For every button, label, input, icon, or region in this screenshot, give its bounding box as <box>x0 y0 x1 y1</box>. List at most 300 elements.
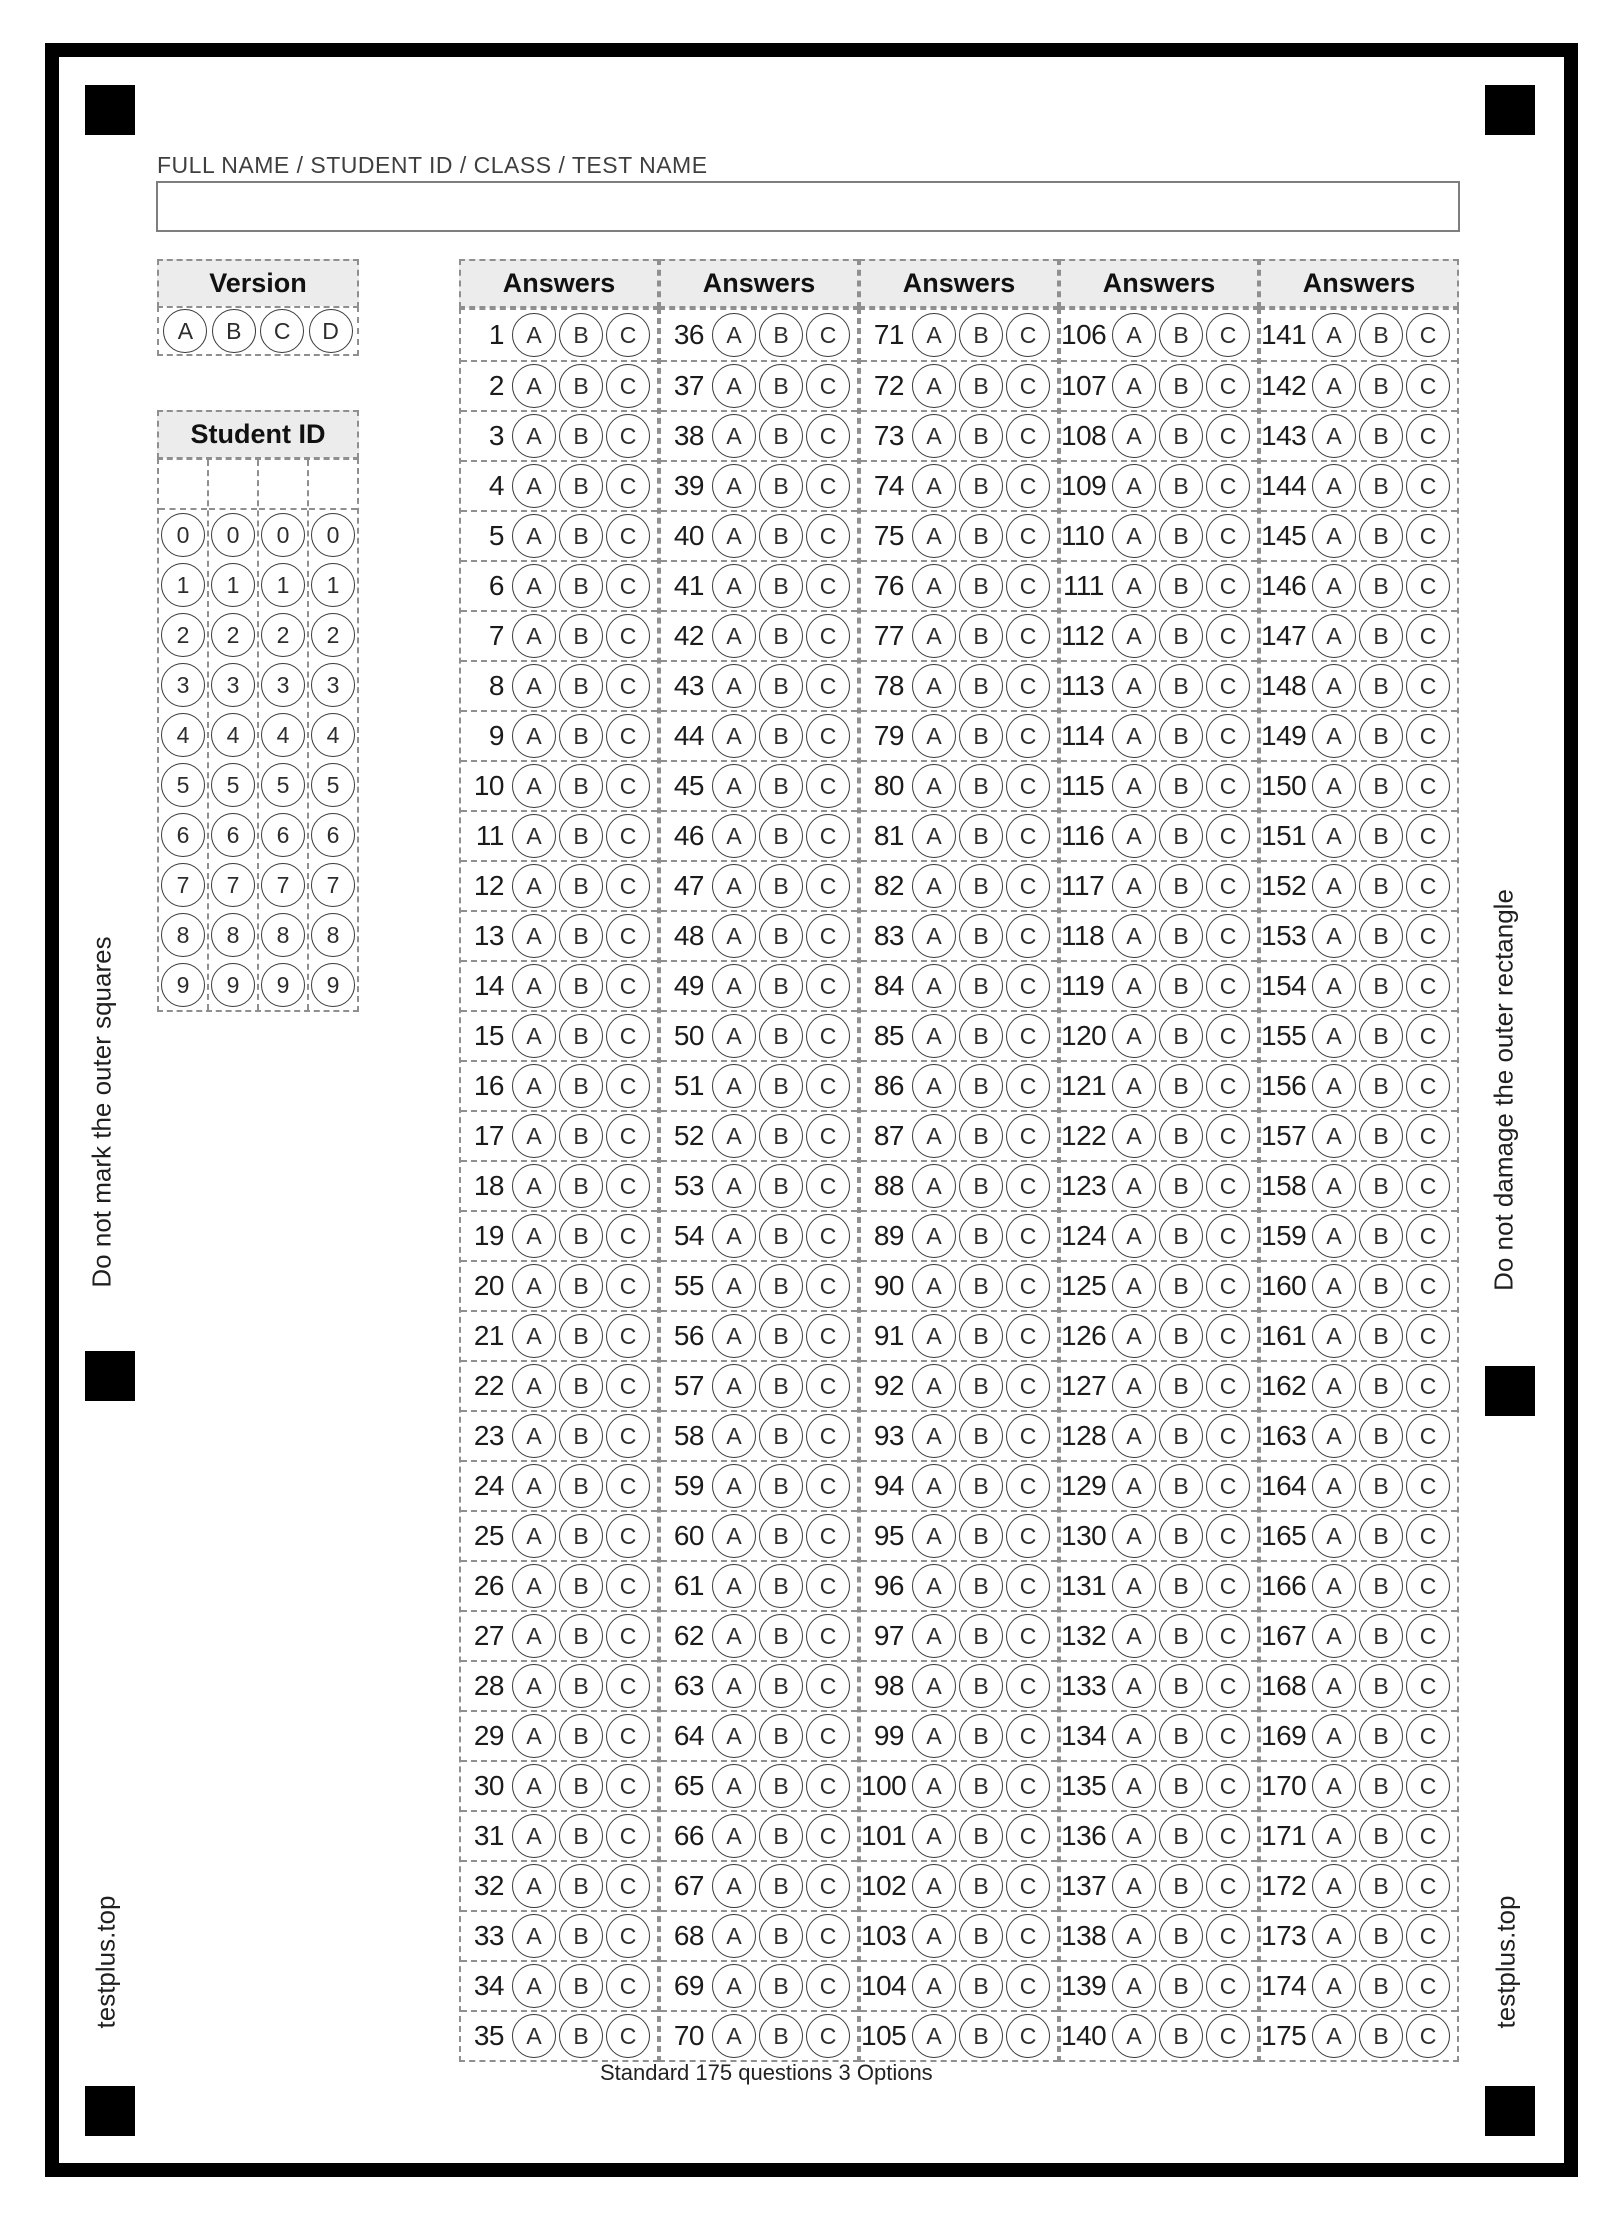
answer-bubble-159-B[interactable]: B <box>1359 1214 1403 1258</box>
answer-bubble-25-C[interactable]: C <box>606 1514 650 1558</box>
answer-bubble-38-A[interactable]: A <box>712 414 756 458</box>
answer-bubble-118-C[interactable]: C <box>1206 914 1250 958</box>
answer-bubble-166-C[interactable]: C <box>1406 1564 1450 1608</box>
answer-bubble-8-A[interactable]: A <box>512 664 556 708</box>
answer-bubble-123-A[interactable]: A <box>1112 1164 1156 1208</box>
answer-bubble-9-C[interactable]: C <box>606 714 650 758</box>
answer-bubble-101-B[interactable]: B <box>959 1814 1003 1858</box>
answer-bubble-14-C[interactable]: C <box>606 964 650 1008</box>
answer-bubble-171-A[interactable]: A <box>1312 1814 1356 1858</box>
student-id-bubble-col2-2[interactable]: 2 <box>211 613 255 657</box>
answer-bubble-70-B[interactable]: B <box>759 2014 803 2058</box>
answer-bubble-2-C[interactable]: C <box>606 364 650 408</box>
answer-bubble-24-A[interactable]: A <box>512 1464 556 1508</box>
student-id-bubble-col1-2[interactable]: 2 <box>161 613 205 657</box>
answer-bubble-63-C[interactable]: C <box>806 1664 850 1708</box>
answer-bubble-163-C[interactable]: C <box>1406 1414 1450 1458</box>
answer-bubble-152-A[interactable]: A <box>1312 864 1356 908</box>
answer-bubble-101-A[interactable]: A <box>912 1814 956 1858</box>
answer-bubble-174-C[interactable]: C <box>1406 1964 1450 2008</box>
student-id-bubble-col2-4[interactable]: 4 <box>211 713 255 757</box>
answer-bubble-140-A[interactable]: A <box>1112 2014 1156 2058</box>
answer-bubble-41-B[interactable]: B <box>759 564 803 608</box>
student-id-write-cell-3[interactable] <box>259 460 307 510</box>
answer-bubble-21-B[interactable]: B <box>559 1314 603 1358</box>
answer-bubble-168-C[interactable]: C <box>1406 1664 1450 1708</box>
student-id-bubble-col4-6[interactable]: 6 <box>311 813 355 857</box>
answer-bubble-147-B[interactable]: B <box>1359 614 1403 658</box>
answer-bubble-5-B[interactable]: B <box>559 514 603 558</box>
answer-bubble-97-C[interactable]: C <box>1006 1614 1050 1658</box>
answer-bubble-16-A[interactable]: A <box>512 1064 556 1108</box>
answer-bubble-138-A[interactable]: A <box>1112 1914 1156 1958</box>
answer-bubble-91-B[interactable]: B <box>959 1314 1003 1358</box>
answer-bubble-70-C[interactable]: C <box>806 2014 850 2058</box>
answer-bubble-133-C[interactable]: C <box>1206 1664 1250 1708</box>
answer-bubble-12-A[interactable]: A <box>512 864 556 908</box>
answer-bubble-54-A[interactable]: A <box>712 1214 756 1258</box>
answer-bubble-61-C[interactable]: C <box>806 1564 850 1608</box>
answer-bubble-127-A[interactable]: A <box>1112 1364 1156 1408</box>
answer-bubble-172-A[interactable]: A <box>1312 1864 1356 1908</box>
answer-bubble-138-B[interactable]: B <box>1159 1914 1203 1958</box>
answer-bubble-105-A[interactable]: A <box>912 2014 956 2058</box>
answer-bubble-142-C[interactable]: C <box>1406 364 1450 408</box>
answer-bubble-139-C[interactable]: C <box>1206 1964 1250 2008</box>
answer-bubble-134-B[interactable]: B <box>1159 1714 1203 1758</box>
answer-bubble-6-A[interactable]: A <box>512 564 556 608</box>
answer-bubble-173-C[interactable]: C <box>1406 1914 1450 1958</box>
answer-bubble-143-A[interactable]: A <box>1312 414 1356 458</box>
answer-bubble-55-A[interactable]: A <box>712 1264 756 1308</box>
answer-bubble-121-B[interactable]: B <box>1159 1064 1203 1108</box>
answer-bubble-137-B[interactable]: B <box>1159 1864 1203 1908</box>
answer-bubble-68-A[interactable]: A <box>712 1914 756 1958</box>
answer-bubble-37-B[interactable]: B <box>759 364 803 408</box>
answer-bubble-143-B[interactable]: B <box>1359 414 1403 458</box>
answer-bubble-113-A[interactable]: A <box>1112 664 1156 708</box>
answer-bubble-78-C[interactable]: C <box>1006 664 1050 708</box>
answer-bubble-153-C[interactable]: C <box>1406 914 1450 958</box>
answer-bubble-103-A[interactable]: A <box>912 1914 956 1958</box>
answer-bubble-29-C[interactable]: C <box>606 1714 650 1758</box>
answer-bubble-23-C[interactable]: C <box>606 1414 650 1458</box>
answer-bubble-49-A[interactable]: A <box>712 964 756 1008</box>
answer-bubble-101-C[interactable]: C <box>1006 1814 1050 1858</box>
answer-bubble-157-B[interactable]: B <box>1359 1114 1403 1158</box>
answer-bubble-154-A[interactable]: A <box>1312 964 1356 1008</box>
answer-bubble-51-A[interactable]: A <box>712 1064 756 1108</box>
answer-bubble-116-A[interactable]: A <box>1112 814 1156 858</box>
answer-bubble-114-A[interactable]: A <box>1112 714 1156 758</box>
answer-bubble-83-B[interactable]: B <box>959 914 1003 958</box>
answer-bubble-35-A[interactable]: A <box>512 2014 556 2058</box>
answer-bubble-175-C[interactable]: C <box>1406 2014 1450 2058</box>
student-id-bubble-col3-6[interactable]: 6 <box>261 813 305 857</box>
answer-bubble-45-B[interactable]: B <box>759 764 803 808</box>
answer-bubble-132-A[interactable]: A <box>1112 1614 1156 1658</box>
answer-bubble-148-B[interactable]: B <box>1359 664 1403 708</box>
answer-bubble-149-C[interactable]: C <box>1406 714 1450 758</box>
answer-bubble-83-C[interactable]: C <box>1006 914 1050 958</box>
answer-bubble-159-A[interactable]: A <box>1312 1214 1356 1258</box>
answer-bubble-143-C[interactable]: C <box>1406 414 1450 458</box>
answer-bubble-102-B[interactable]: B <box>959 1864 1003 1908</box>
answer-bubble-16-B[interactable]: B <box>559 1064 603 1108</box>
answer-bubble-47-B[interactable]: B <box>759 864 803 908</box>
answer-bubble-91-A[interactable]: A <box>912 1314 956 1358</box>
version-bubble-A[interactable]: A <box>163 309 207 353</box>
answer-bubble-109-C[interactable]: C <box>1206 464 1250 508</box>
answer-bubble-148-C[interactable]: C <box>1406 664 1450 708</box>
answer-bubble-33-C[interactable]: C <box>606 1914 650 1958</box>
answer-bubble-152-B[interactable]: B <box>1359 864 1403 908</box>
student-id-bubble-col2-7[interactable]: 7 <box>211 863 255 907</box>
answer-bubble-28-A[interactable]: A <box>512 1664 556 1708</box>
answer-bubble-8-B[interactable]: B <box>559 664 603 708</box>
answer-bubble-2-B[interactable]: B <box>559 364 603 408</box>
student-id-bubble-col1-1[interactable]: 1 <box>161 563 205 607</box>
answer-bubble-123-B[interactable]: B <box>1159 1164 1203 1208</box>
answer-bubble-41-C[interactable]: C <box>806 564 850 608</box>
answer-bubble-62-B[interactable]: B <box>759 1614 803 1658</box>
answer-bubble-126-A[interactable]: A <box>1112 1314 1156 1358</box>
answer-bubble-55-B[interactable]: B <box>759 1264 803 1308</box>
answer-bubble-141-B[interactable]: B <box>1359 313 1403 357</box>
answer-bubble-9-A[interactable]: A <box>512 714 556 758</box>
answer-bubble-87-C[interactable]: C <box>1006 1114 1050 1158</box>
answer-bubble-14-B[interactable]: B <box>559 964 603 1008</box>
answer-bubble-161-C[interactable]: C <box>1406 1314 1450 1358</box>
answer-bubble-29-A[interactable]: A <box>512 1714 556 1758</box>
answer-bubble-144-B[interactable]: B <box>1359 464 1403 508</box>
answer-bubble-87-A[interactable]: A <box>912 1114 956 1158</box>
student-id-bubble-col2-1[interactable]: 1 <box>211 563 255 607</box>
answer-bubble-7-B[interactable]: B <box>559 614 603 658</box>
answer-bubble-99-C[interactable]: C <box>1006 1714 1050 1758</box>
answer-bubble-40-C[interactable]: C <box>806 514 850 558</box>
answer-bubble-115-B[interactable]: B <box>1159 764 1203 808</box>
answer-bubble-29-B[interactable]: B <box>559 1714 603 1758</box>
student-id-write-cell-2[interactable] <box>209 460 257 510</box>
answer-bubble-115-C[interactable]: C <box>1206 764 1250 808</box>
answer-bubble-83-A[interactable]: A <box>912 914 956 958</box>
answer-bubble-138-C[interactable]: C <box>1206 1914 1250 1958</box>
answer-bubble-80-C[interactable]: C <box>1006 764 1050 808</box>
answer-bubble-129-A[interactable]: A <box>1112 1464 1156 1508</box>
answer-bubble-13-A[interactable]: A <box>512 914 556 958</box>
answer-bubble-52-A[interactable]: A <box>712 1114 756 1158</box>
answer-bubble-37-C[interactable]: C <box>806 364 850 408</box>
answer-bubble-125-C[interactable]: C <box>1206 1264 1250 1308</box>
answer-bubble-82-C[interactable]: C <box>1006 864 1050 908</box>
answer-bubble-130-B[interactable]: B <box>1159 1514 1203 1558</box>
answer-bubble-146-A[interactable]: A <box>1312 564 1356 608</box>
answer-bubble-22-A[interactable]: A <box>512 1364 556 1408</box>
student-id-bubble-col1-7[interactable]: 7 <box>161 863 205 907</box>
student-id-bubble-col4-3[interactable]: 3 <box>311 663 355 707</box>
answer-bubble-118-B[interactable]: B <box>1159 914 1203 958</box>
answer-bubble-1-C[interactable]: C <box>606 313 650 357</box>
answer-bubble-97-B[interactable]: B <box>959 1614 1003 1658</box>
answer-bubble-150-C[interactable]: C <box>1406 764 1450 808</box>
answer-bubble-113-C[interactable]: C <box>1206 664 1250 708</box>
answer-bubble-58-B[interactable]: B <box>759 1414 803 1458</box>
answer-bubble-21-A[interactable]: A <box>512 1314 556 1358</box>
student-id-bubble-col4-8[interactable]: 8 <box>311 913 355 957</box>
answer-bubble-108-A[interactable]: A <box>1112 414 1156 458</box>
answer-bubble-77-A[interactable]: A <box>912 614 956 658</box>
answer-bubble-145-A[interactable]: A <box>1312 514 1356 558</box>
answer-bubble-75-B[interactable]: B <box>959 514 1003 558</box>
answer-bubble-93-A[interactable]: A <box>912 1414 956 1458</box>
answer-bubble-53-C[interactable]: C <box>806 1164 850 1208</box>
answer-bubble-151-A[interactable]: A <box>1312 814 1356 858</box>
student-id-bubble-col4-1[interactable]: 1 <box>311 563 355 607</box>
answer-bubble-60-B[interactable]: B <box>759 1514 803 1558</box>
answer-bubble-134-C[interactable]: C <box>1206 1714 1250 1758</box>
answer-bubble-16-C[interactable]: C <box>606 1064 650 1108</box>
answer-bubble-3-C[interactable]: C <box>606 414 650 458</box>
answer-bubble-110-A[interactable]: A <box>1112 514 1156 558</box>
answer-bubble-50-B[interactable]: B <box>759 1014 803 1058</box>
version-bubble-B[interactable]: B <box>212 309 256 353</box>
answer-bubble-141-A[interactable]: A <box>1312 313 1356 357</box>
answer-bubble-169-B[interactable]: B <box>1359 1714 1403 1758</box>
student-id-write-cell-4[interactable] <box>309 460 357 510</box>
answer-bubble-116-B[interactable]: B <box>1159 814 1203 858</box>
student-id-bubble-col1-0[interactable]: 0 <box>161 513 205 557</box>
answer-bubble-173-A[interactable]: A <box>1312 1914 1356 1958</box>
answer-bubble-122-B[interactable]: B <box>1159 1114 1203 1158</box>
answer-bubble-64-C[interactable]: C <box>806 1714 850 1758</box>
answer-bubble-102-A[interactable]: A <box>912 1864 956 1908</box>
answer-bubble-62-C[interactable]: C <box>806 1614 850 1658</box>
answer-bubble-84-B[interactable]: B <box>959 964 1003 1008</box>
answer-bubble-92-A[interactable]: A <box>912 1364 956 1408</box>
answer-bubble-40-B[interactable]: B <box>759 514 803 558</box>
answer-bubble-172-C[interactable]: C <box>1406 1864 1450 1908</box>
answer-bubble-96-B[interactable]: B <box>959 1564 1003 1608</box>
answer-bubble-147-A[interactable]: A <box>1312 614 1356 658</box>
answer-bubble-142-B[interactable]: B <box>1359 364 1403 408</box>
answer-bubble-3-A[interactable]: A <box>512 414 556 458</box>
answer-bubble-80-A[interactable]: A <box>912 764 956 808</box>
answer-bubble-94-C[interactable]: C <box>1006 1464 1050 1508</box>
answer-bubble-48-A[interactable]: A <box>712 914 756 958</box>
answer-bubble-59-C[interactable]: C <box>806 1464 850 1508</box>
answer-bubble-96-C[interactable]: C <box>1006 1564 1050 1608</box>
answer-bubble-157-A[interactable]: A <box>1312 1114 1356 1158</box>
answer-bubble-67-B[interactable]: B <box>759 1864 803 1908</box>
answer-bubble-122-C[interactable]: C <box>1206 1114 1250 1158</box>
student-id-bubble-col1-9[interactable]: 9 <box>161 963 205 1007</box>
answer-bubble-78-A[interactable]: A <box>912 664 956 708</box>
student-id-bubble-col2-8[interactable]: 8 <box>211 913 255 957</box>
answer-bubble-89-B[interactable]: B <box>959 1214 1003 1258</box>
answer-bubble-71-B[interactable]: B <box>959 313 1003 357</box>
answer-bubble-48-C[interactable]: C <box>806 914 850 958</box>
answer-bubble-102-C[interactable]: C <box>1006 1864 1050 1908</box>
answer-bubble-26-C[interactable]: C <box>606 1564 650 1608</box>
answer-bubble-7-C[interactable]: C <box>606 614 650 658</box>
answer-bubble-112-B[interactable]: B <box>1159 614 1203 658</box>
answer-bubble-120-B[interactable]: B <box>1159 1014 1203 1058</box>
student-id-bubble-col4-4[interactable]: 4 <box>311 713 355 757</box>
answer-bubble-109-A[interactable]: A <box>1112 464 1156 508</box>
answer-bubble-10-C[interactable]: C <box>606 764 650 808</box>
answer-bubble-25-A[interactable]: A <box>512 1514 556 1558</box>
answer-bubble-27-C[interactable]: C <box>606 1614 650 1658</box>
answer-bubble-171-C[interactable]: C <box>1406 1814 1450 1858</box>
answer-bubble-149-B[interactable]: B <box>1359 714 1403 758</box>
answer-bubble-86-C[interactable]: C <box>1006 1064 1050 1108</box>
answer-bubble-165-B[interactable]: B <box>1359 1514 1403 1558</box>
student-id-bubble-col4-5[interactable]: 5 <box>311 763 355 807</box>
answer-bubble-84-C[interactable]: C <box>1006 964 1050 1008</box>
student-id-bubble-col3-9[interactable]: 9 <box>261 963 305 1007</box>
answer-bubble-150-A[interactable]: A <box>1312 764 1356 808</box>
student-id-bubble-col4-7[interactable]: 7 <box>311 863 355 907</box>
answer-bubble-164-A[interactable]: A <box>1312 1464 1356 1508</box>
answer-bubble-155-A[interactable]: A <box>1312 1014 1356 1058</box>
answer-bubble-10-B[interactable]: B <box>559 764 603 808</box>
answer-bubble-76-B[interactable]: B <box>959 564 1003 608</box>
answer-bubble-87-B[interactable]: B <box>959 1114 1003 1158</box>
answer-bubble-139-A[interactable]: A <box>1112 1964 1156 2008</box>
answer-bubble-72-B[interactable]: B <box>959 364 1003 408</box>
answer-bubble-171-B[interactable]: B <box>1359 1814 1403 1858</box>
answer-bubble-121-C[interactable]: C <box>1206 1064 1250 1108</box>
student-id-bubble-col1-3[interactable]: 3 <box>161 663 205 707</box>
answer-bubble-52-C[interactable]: C <box>806 1114 850 1158</box>
answer-bubble-141-C[interactable]: C <box>1406 313 1450 357</box>
answer-bubble-139-B[interactable]: B <box>1159 1964 1203 2008</box>
answer-bubble-117-C[interactable]: C <box>1206 864 1250 908</box>
answer-bubble-22-B[interactable]: B <box>559 1364 603 1408</box>
answer-bubble-14-A[interactable]: A <box>512 964 556 1008</box>
answer-bubble-18-C[interactable]: C <box>606 1164 650 1208</box>
answer-bubble-70-A[interactable]: A <box>712 2014 756 2058</box>
answer-bubble-1-A[interactable]: A <box>512 313 556 357</box>
answer-bubble-60-C[interactable]: C <box>806 1514 850 1558</box>
student-id-bubble-col3-8[interactable]: 8 <box>261 913 305 957</box>
answer-bubble-57-A[interactable]: A <box>712 1364 756 1408</box>
answer-bubble-81-A[interactable]: A <box>912 814 956 858</box>
answer-bubble-153-B[interactable]: B <box>1359 914 1403 958</box>
answer-bubble-57-B[interactable]: B <box>759 1364 803 1408</box>
answer-bubble-126-B[interactable]: B <box>1159 1314 1203 1358</box>
answer-bubble-51-B[interactable]: B <box>759 1064 803 1108</box>
answer-bubble-149-A[interactable]: A <box>1312 714 1356 758</box>
student-id-bubble-col2-6[interactable]: 6 <box>211 813 255 857</box>
answer-bubble-51-C[interactable]: C <box>806 1064 850 1108</box>
answer-bubble-4-B[interactable]: B <box>559 464 603 508</box>
answer-bubble-90-A[interactable]: A <box>912 1264 956 1308</box>
answer-bubble-74-B[interactable]: B <box>959 464 1003 508</box>
answer-bubble-22-C[interactable]: C <box>606 1364 650 1408</box>
answer-bubble-135-B[interactable]: B <box>1159 1764 1203 1808</box>
answer-bubble-119-C[interactable]: C <box>1206 964 1250 1008</box>
answer-bubble-160-B[interactable]: B <box>1359 1264 1403 1308</box>
answer-bubble-142-A[interactable]: A <box>1312 364 1356 408</box>
answer-bubble-34-B[interactable]: B <box>559 1964 603 2008</box>
answer-bubble-160-C[interactable]: C <box>1406 1264 1450 1308</box>
answer-bubble-108-B[interactable]: B <box>1159 414 1203 458</box>
answer-bubble-158-C[interactable]: C <box>1406 1164 1450 1208</box>
answer-bubble-88-B[interactable]: B <box>959 1164 1003 1208</box>
answer-bubble-49-B[interactable]: B <box>759 964 803 1008</box>
answer-bubble-84-A[interactable]: A <box>912 964 956 1008</box>
answer-bubble-99-A[interactable]: A <box>912 1714 956 1758</box>
answer-bubble-112-C[interactable]: C <box>1206 614 1250 658</box>
student-id-bubble-col2-3[interactable]: 3 <box>211 663 255 707</box>
answer-bubble-162-C[interactable]: C <box>1406 1364 1450 1408</box>
answer-bubble-162-A[interactable]: A <box>1312 1364 1356 1408</box>
answer-bubble-127-B[interactable]: B <box>1159 1364 1203 1408</box>
answer-bubble-19-A[interactable]: A <box>512 1214 556 1258</box>
answer-bubble-8-C[interactable]: C <box>606 664 650 708</box>
answer-bubble-41-A[interactable]: A <box>712 564 756 608</box>
answer-bubble-79-C[interactable]: C <box>1006 714 1050 758</box>
answer-bubble-159-C[interactable]: C <box>1406 1214 1450 1258</box>
answer-bubble-13-C[interactable]: C <box>606 914 650 958</box>
answer-bubble-80-B[interactable]: B <box>959 764 1003 808</box>
answer-bubble-71-A[interactable]: A <box>912 313 956 357</box>
answer-bubble-136-A[interactable]: A <box>1112 1814 1156 1858</box>
answer-bubble-65-A[interactable]: A <box>712 1764 756 1808</box>
answer-bubble-137-A[interactable]: A <box>1112 1864 1156 1908</box>
answer-bubble-134-A[interactable]: A <box>1112 1714 1156 1758</box>
student-id-bubble-col4-9[interactable]: 9 <box>311 963 355 1007</box>
answer-bubble-77-C[interactable]: C <box>1006 614 1050 658</box>
answer-bubble-17-B[interactable]: B <box>559 1114 603 1158</box>
student-id-bubble-col3-0[interactable]: 0 <box>261 513 305 557</box>
answer-bubble-54-B[interactable]: B <box>759 1214 803 1258</box>
answer-bubble-81-C[interactable]: C <box>1006 814 1050 858</box>
answer-bubble-68-B[interactable]: B <box>759 1914 803 1958</box>
answer-bubble-34-C[interactable]: C <box>606 1964 650 2008</box>
answer-bubble-12-C[interactable]: C <box>606 864 650 908</box>
answer-bubble-50-A[interactable]: A <box>712 1014 756 1058</box>
answer-bubble-132-C[interactable]: C <box>1206 1614 1250 1658</box>
answer-bubble-120-C[interactable]: C <box>1206 1014 1250 1058</box>
answer-bubble-68-C[interactable]: C <box>806 1914 850 1958</box>
answer-bubble-100-A[interactable]: A <box>912 1764 956 1808</box>
answer-bubble-79-B[interactable]: B <box>959 714 1003 758</box>
answer-bubble-145-C[interactable]: C <box>1406 514 1450 558</box>
answer-bubble-161-B[interactable]: B <box>1359 1314 1403 1358</box>
answer-bubble-168-B[interactable]: B <box>1359 1664 1403 1708</box>
answer-bubble-28-B[interactable]: B <box>559 1664 603 1708</box>
answer-bubble-27-A[interactable]: A <box>512 1614 556 1658</box>
answer-bubble-151-B[interactable]: B <box>1359 814 1403 858</box>
answer-bubble-44-B[interactable]: B <box>759 714 803 758</box>
answer-bubble-47-C[interactable]: C <box>806 864 850 908</box>
answer-bubble-74-C[interactable]: C <box>1006 464 1050 508</box>
answer-bubble-124-A[interactable]: A <box>1112 1214 1156 1258</box>
answer-bubble-45-C[interactable]: C <box>806 764 850 808</box>
answer-bubble-128-B[interactable]: B <box>1159 1414 1203 1458</box>
answer-bubble-150-B[interactable]: B <box>1359 764 1403 808</box>
answer-bubble-65-B[interactable]: B <box>759 1764 803 1808</box>
answer-bubble-43-C[interactable]: C <box>806 664 850 708</box>
answer-bubble-122-A[interactable]: A <box>1112 1114 1156 1158</box>
answer-bubble-156-B[interactable]: B <box>1359 1064 1403 1108</box>
answer-bubble-165-C[interactable]: C <box>1406 1514 1450 1558</box>
answer-bubble-57-C[interactable]: C <box>806 1364 850 1408</box>
answer-bubble-104-C[interactable]: C <box>1006 1964 1050 2008</box>
